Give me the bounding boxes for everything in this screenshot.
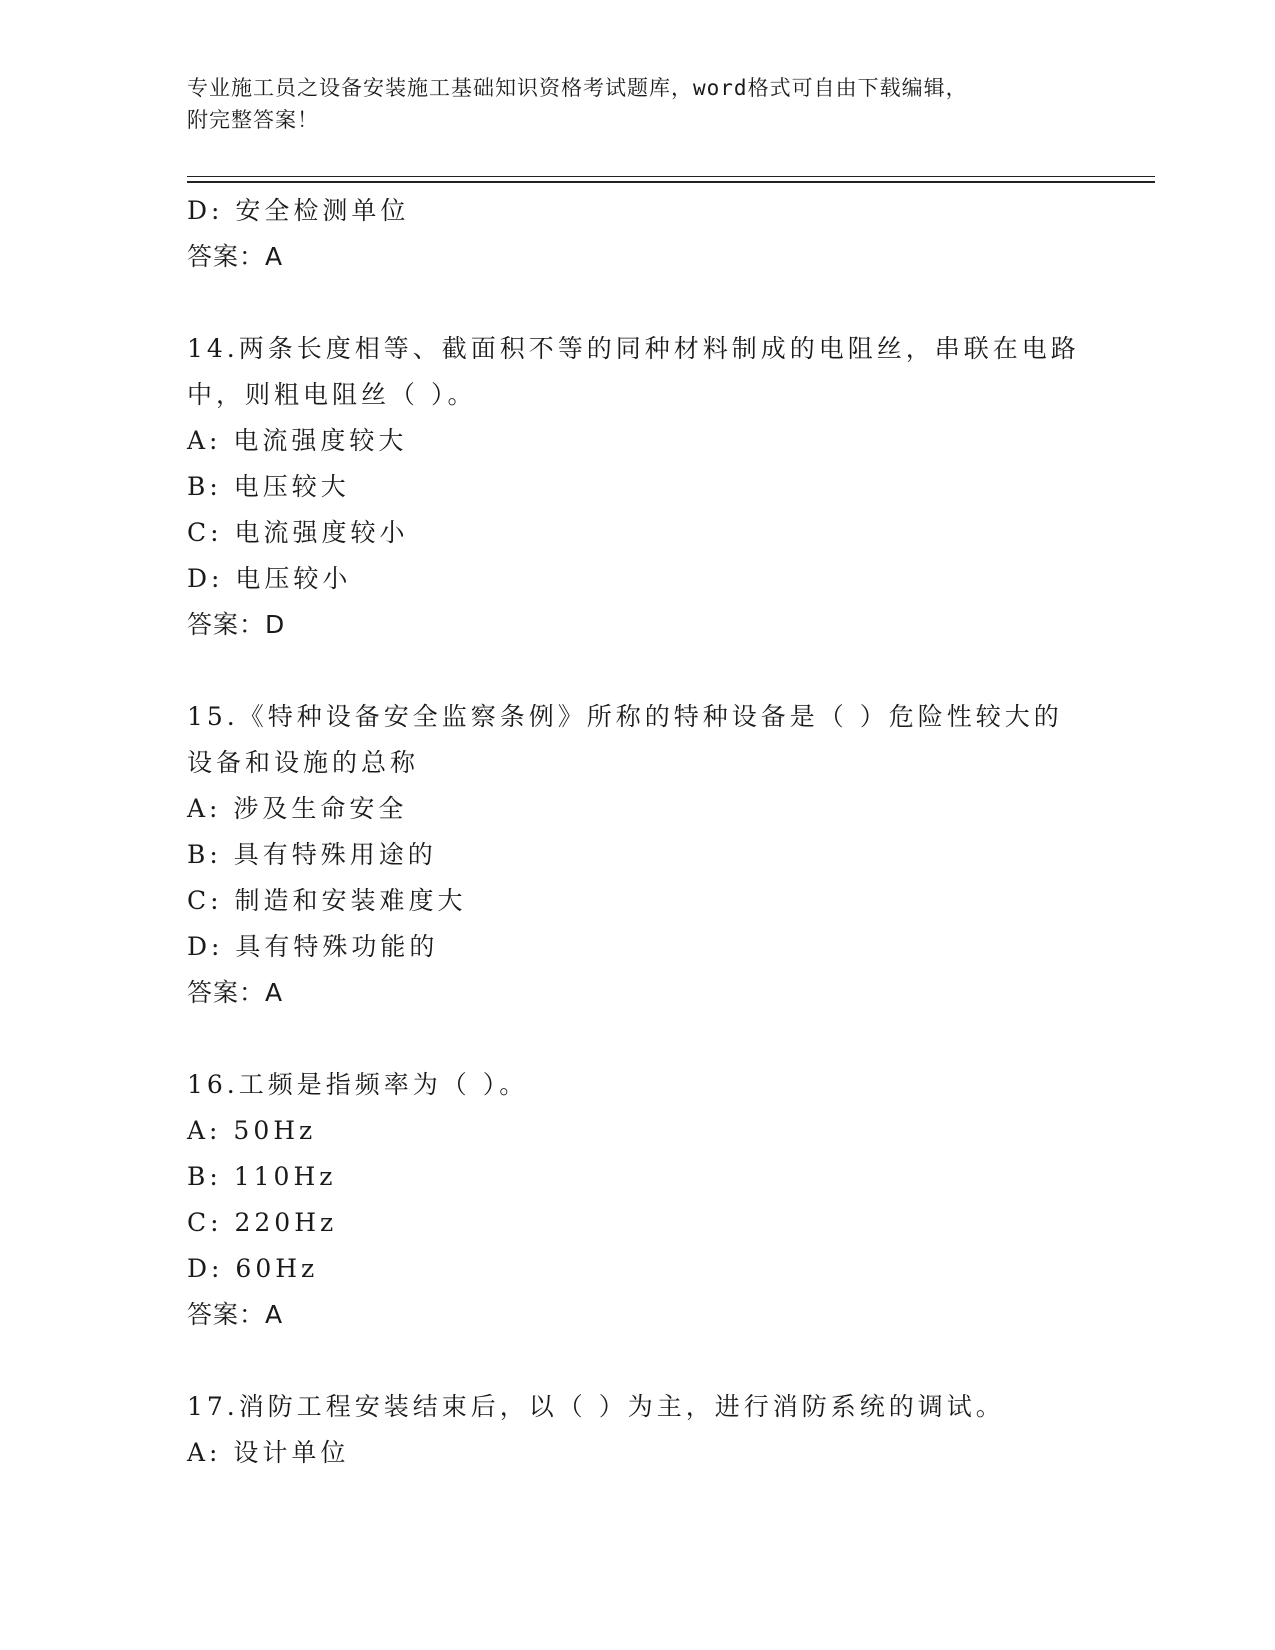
question-14 <box>187 326 1087 648</box>
option-c: C: 电流强度较小 <box>187 518 409 547</box>
option-a: A: 设计单位 <box>187 1438 350 1467</box>
option-d: D: 60Hz <box>187 1254 319 1283</box>
answer: 答案：D <box>187 610 286 639</box>
option-a: A: 涉及生命安全 <box>187 794 408 823</box>
spacer <box>187 1338 1087 1384</box>
option-b: B: 110Hz <box>187 1162 337 1191</box>
answer: 答案：A <box>187 1300 284 1329</box>
question-15 <box>187 694 1087 1016</box>
question-16 <box>187 1062 1087 1338</box>
option-b: B: 具有特殊用途的 <box>187 840 437 869</box>
header-line-1: 专业施工员之设备安装施工基础知识资格考试题库，word格式可自由下载编辑， <box>187 76 968 100</box>
answer: 答案：A <box>187 978 284 1007</box>
option-c: C: 制造和安装难度大 <box>187 886 467 915</box>
question-stem: 16.工频是指频率为（ ）。 <box>187 1070 529 1099</box>
answer: 答案：A <box>187 242 284 271</box>
document-header <box>187 72 1067 136</box>
document-body <box>187 188 1087 1476</box>
question-stem: 15.《特种设备安全监察条例》所称的特种设备是（ ）危险性较大的 <box>187 702 1063 731</box>
question-17 <box>187 1384 1087 1476</box>
spacer <box>187 648 1087 694</box>
question-stem: 17.消防工程安装结束后，以（ ）为主，进行消防系统的调试。 <box>187 1392 1005 1421</box>
spacer <box>187 1016 1087 1062</box>
option-d: D: 安全检测单位 <box>187 196 410 225</box>
option-d: D: 具有特殊功能的 <box>187 932 439 961</box>
header-divider-thin <box>187 176 1155 177</box>
question-stem: 14.两条长度相等、截面积不等的同种材料制成的电阻丝，串联在电路 <box>187 334 1080 363</box>
question-stem-continued: 中，则粗电阻丝（ ）。 <box>187 380 477 409</box>
header-line-2: 附完整答案！ <box>187 108 319 132</box>
option-a: A: 电流强度较大 <box>187 426 408 455</box>
question-stem-continued: 设备和设施的总称 <box>187 748 420 777</box>
option-d: D: 电压较小 <box>187 564 352 593</box>
header-divider-thick <box>187 181 1155 183</box>
option-a: A: 50Hz <box>187 1116 317 1145</box>
spacer <box>187 280 1087 326</box>
option-c: C: 220Hz <box>187 1208 338 1237</box>
option-b: B: 电压较大 <box>187 472 350 501</box>
